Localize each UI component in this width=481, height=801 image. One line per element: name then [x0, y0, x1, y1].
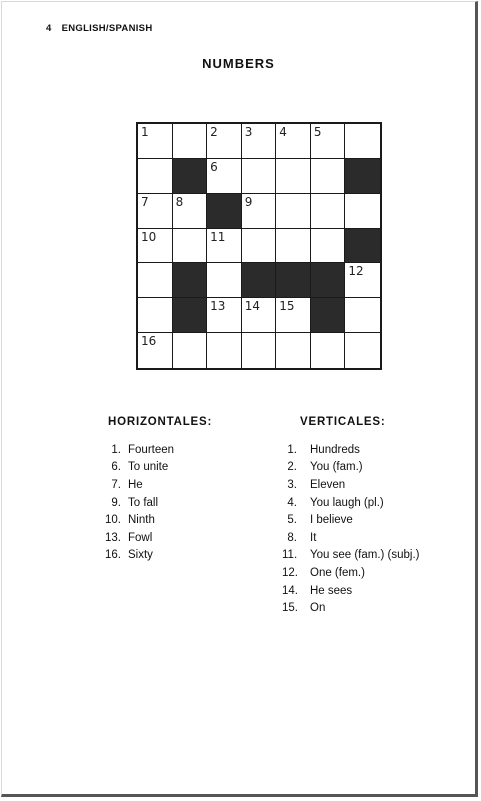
clue-item: [282, 459, 420, 477]
clue-item-text: Ninth: [128, 514, 155, 527]
grid-cell[interactable]: [311, 124, 346, 159]
grid-cell[interactable]: [207, 298, 242, 333]
clue-item-text: You (fam.): [310, 461, 363, 474]
clue-number: 7: [141, 194, 149, 209]
grid-cell-blocked: [276, 263, 311, 298]
clue-number: 8: [175, 194, 184, 209]
clue-item: [98, 547, 212, 565]
clue-number: 6: [210, 159, 218, 174]
clue-item: [282, 582, 420, 600]
grid-cell[interactable]: [276, 194, 311, 229]
grid-cell[interactable]: [242, 124, 277, 159]
grid-cell[interactable]: [138, 159, 173, 194]
grid-cell[interactable]: [173, 124, 208, 159]
verticales-heading: VERTICALES:: [300, 416, 386, 428]
clue-item: [98, 459, 212, 477]
grid-cell[interactable]: [242, 333, 277, 368]
clue-item-text: One (fem.): [310, 566, 365, 579]
clue-number: 4: [279, 125, 287, 139]
grid-cell[interactable]: [207, 124, 242, 159]
grid-cell[interactable]: [138, 298, 173, 333]
verticales-list: [282, 441, 420, 617]
clue-item-text: You laugh (pl.): [310, 496, 384, 509]
clue-item-text: You see (fam.) (subj.): [310, 549, 420, 562]
grid-cell[interactable]: [311, 159, 346, 194]
grid-cell-blocked: [207, 194, 242, 229]
clue-item-text: To fall: [128, 496, 159, 509]
clue-item-text: He: [128, 478, 143, 491]
grid-cell[interactable]: [207, 263, 242, 298]
clue-item-number: 3.: [287, 478, 297, 491]
grid-cell[interactable]: [242, 229, 277, 264]
running-header: [46, 23, 152, 34]
grid-cell[interactable]: [276, 124, 311, 159]
clue-item: [98, 476, 212, 494]
grid-cell-blocked: [345, 229, 380, 264]
grid-cell[interactable]: [138, 333, 173, 368]
grid-cell[interactable]: [311, 229, 346, 264]
grid-cell[interactable]: [207, 333, 242, 368]
clue-item-number: 4.: [287, 496, 297, 509]
clue-number: 16: [141, 334, 157, 349]
grid-cell[interactable]: [345, 263, 380, 298]
grid-cell[interactable]: [276, 229, 311, 264]
clue-item: [282, 494, 420, 512]
grid-cell[interactable]: [173, 333, 208, 368]
clue-item-number: 6.: [111, 461, 121, 474]
grid-cell[interactable]: [276, 159, 311, 194]
clue-number: 10: [141, 229, 157, 244]
clue-item-text: Hundreds: [310, 443, 360, 456]
clue-item-number: 16.: [105, 549, 121, 562]
clue-number: 11: [210, 229, 226, 244]
clue-item-number: 15.: [282, 602, 298, 615]
clue-item: [98, 441, 212, 459]
clue-item-number: 10.: [105, 514, 121, 527]
grid-cell[interactable]: [345, 124, 380, 159]
clue-item: [282, 547, 420, 565]
grid-cell-blocked: [173, 159, 208, 194]
clue-item-number: 1.: [111, 443, 121, 456]
grid-cell-blocked: [311, 263, 346, 298]
grid-cell[interactable]: [173, 229, 208, 264]
clue-item: [282, 511, 420, 529]
clue-item-text: To unite: [128, 461, 169, 474]
grid-cell-blocked: [345, 159, 380, 194]
clue-item-text: Fowl: [128, 531, 153, 544]
grid-cell[interactable]: [242, 298, 277, 333]
grid-cell[interactable]: [345, 298, 380, 333]
clue-number: 12: [348, 264, 364, 279]
clue-item-number: 1.: [287, 443, 297, 456]
grid-cell[interactable]: [242, 194, 277, 229]
clue-number: 14: [244, 299, 260, 314]
grid-cell[interactable]: [345, 194, 380, 229]
clue-item-text: Fourteen: [128, 443, 175, 456]
running-title: ENGLISH/SPANISH: [61, 23, 153, 34]
clue-item: [282, 564, 420, 582]
grid-cell[interactable]: [138, 263, 173, 298]
clue-item-number: 7.: [111, 478, 121, 491]
grid-cell[interactable]: [138, 229, 173, 264]
grid-cell[interactable]: [207, 229, 242, 264]
horizontales-heading: HORIZONTALES:: [108, 416, 213, 428]
grid-cell[interactable]: [138, 194, 173, 229]
clue-item-number: 8.: [287, 531, 297, 544]
clue-item: [282, 441, 420, 459]
clue-number: 5: [313, 125, 322, 139]
grid-cell[interactable]: [276, 298, 311, 333]
crossword-grid: [136, 122, 382, 370]
grid-cell[interactable]: [242, 159, 277, 194]
book-page: [1, 1, 478, 797]
clue-item: [282, 476, 420, 494]
clue-number: 13: [210, 299, 226, 314]
clue-item-text: I believe: [310, 514, 353, 527]
clue-item-text: He sees: [310, 584, 353, 597]
clue-item: [98, 494, 212, 512]
grid-cell-blocked: [173, 298, 208, 333]
clue-item-text: It: [310, 531, 317, 544]
clue-item: [282, 529, 420, 547]
clue-number: 2: [210, 125, 218, 139]
page-title: NUMBERS: [202, 56, 275, 71]
grid-cell[interactable]: [276, 333, 311, 368]
clue-item-text: Sixty: [128, 549, 153, 562]
clue-number: 15: [279, 299, 295, 314]
verticales-clues: [282, 416, 420, 617]
clue-item-text: On: [310, 602, 326, 615]
grid-cell[interactable]: [311, 194, 346, 229]
clue-item-number: 12.: [282, 566, 298, 579]
clue-item: [98, 529, 212, 547]
grid-cell-blocked: [311, 298, 346, 333]
clue-number: 1: [141, 125, 149, 139]
grid-cell[interactable]: [207, 159, 242, 194]
clue-item-number: 14.: [282, 584, 298, 597]
grid-cell-blocked: [242, 263, 277, 298]
grid-cell[interactable]: [345, 333, 380, 368]
clue-item-number: 11.: [282, 549, 298, 562]
grid-cell[interactable]: [173, 194, 208, 229]
clue-item-number: 9.: [111, 496, 121, 509]
clue-item: [282, 599, 420, 617]
clue-item-number: 5.: [287, 514, 297, 527]
clue-item-text: Eleven: [310, 478, 346, 491]
clue-number: 9: [244, 194, 253, 209]
horizontales-clues: [105, 416, 213, 564]
grid-cell[interactable]: [311, 333, 346, 368]
clue-item-number: 2.: [287, 461, 297, 474]
clue-number: 3: [244, 125, 253, 139]
grid-cell[interactable]: [138, 124, 173, 159]
clue-item-number: 13.: [105, 531, 121, 544]
horizontales-list: [98, 441, 212, 564]
clue-item: [98, 511, 212, 529]
grid-cell-blocked: [173, 263, 208, 298]
page-number: 4: [46, 23, 52, 34]
